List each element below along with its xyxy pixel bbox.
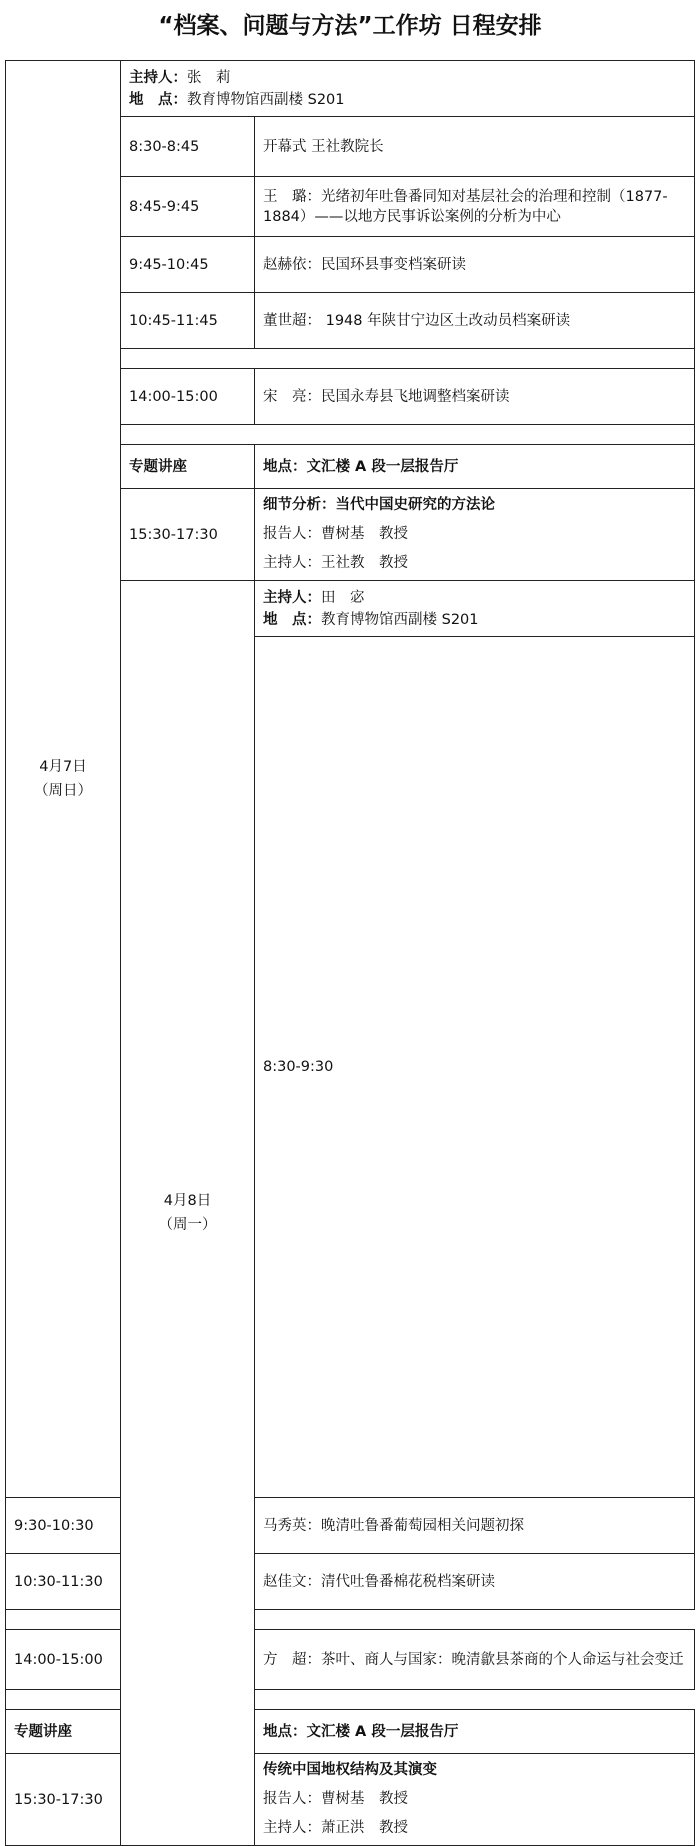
lecture-details	[255, 489, 695, 581]
lecture-details	[255, 1754, 695, 1846]
lecture-label: 专题讲座	[121, 445, 255, 489]
lecture-venue: 地点：文汇楼 A 段一层报告厅	[255, 1710, 695, 1754]
session-content: 马秀英：晚清吐鲁番葡萄园相关问题初探	[255, 1498, 695, 1554]
session-time: 10:30-11:30	[6, 1554, 121, 1610]
session-time: 8:45-9:45	[121, 177, 255, 237]
date-label: 4月7日	[39, 759, 87, 775]
table-row	[6, 1554, 695, 1610]
weekday-label: （周一）	[158, 1217, 217, 1233]
spacer-cell	[121, 425, 695, 445]
session-time: 8:30-9:30	[255, 637, 695, 1498]
weekday-label: （周日）	[34, 783, 92, 799]
session-content: 赵赫依：民国环县事变档案研读	[255, 237, 695, 293]
spacer-cell	[121, 349, 695, 369]
lecture-row	[6, 1754, 695, 1846]
host-name: 田 宓	[321, 590, 365, 606]
host-info	[255, 581, 695, 637]
lecture-moderator: 主持人：萧正洪 教授	[263, 1820, 408, 1836]
session-content: 赵佳文：清代吐鲁番棉花税档案研读	[255, 1554, 695, 1610]
place-label: 地 点：	[263, 612, 321, 628]
session-content: 宋 亮：民国永寿县飞地调整档案研读	[255, 369, 695, 425]
spacer-row	[6, 1610, 695, 1630]
session-time: 8:30-8:45	[121, 117, 255, 177]
lecture-label: 专题讲座	[6, 1710, 121, 1754]
session-content: 方 超：茶叶、商人与国家：晚清歙县茶商的个人命运与社会变迁	[255, 1630, 695, 1690]
schedule-table	[5, 60, 695, 1846]
session-content: 董世超： 1948 年陕甘宁边区土改动员档案研读	[255, 293, 695, 349]
lecture-venue: 地点：文汇楼 A 段一层报告厅	[255, 445, 695, 489]
table-row	[6, 1630, 695, 1690]
session-time: 14:00-15:00	[121, 369, 255, 425]
date-cell-day1	[6, 61, 121, 1498]
lecture-moderator: 主持人：王社教 教授	[263, 555, 408, 571]
lecture-time: 15:30-17:30	[6, 1754, 121, 1846]
lecture-time: 15:30-17:30	[121, 489, 255, 581]
session-content: 王 璐：光绪初年吐鲁番同知对基层社会的治理和控制（1877-1884）——以地方民事诉讼案例的分析为中心	[255, 177, 695, 237]
spacer-row	[6, 1690, 695, 1710]
place-name: 教育博物馆西副楼 S201	[187, 92, 345, 108]
lecture-header-row	[6, 1710, 695, 1754]
spacer-cell	[6, 1690, 255, 1710]
host-label: 主持人：	[129, 70, 187, 86]
date-cell-day2	[121, 581, 255, 1846]
table-row	[6, 61, 695, 117]
host-label: 主持人：	[263, 590, 321, 606]
page-title: “档案、问题与方法”工作坊 日程安排	[158, 13, 542, 39]
session-time: 9:30-10:30	[6, 1498, 121, 1554]
date-label: 4月8日	[163, 1193, 212, 1209]
session-time: 9:45-10:45	[121, 237, 255, 293]
host-info	[121, 61, 695, 117]
place-name: 教育博物馆西副楼 S201	[321, 612, 479, 628]
place-label: 地 点：	[129, 92, 187, 108]
lecture-topic: 传统中国地权结构及其演变	[263, 1762, 437, 1778]
session-time: 14:00-15:00	[6, 1630, 121, 1690]
host-name: 张 莉	[187, 70, 231, 86]
session-time: 10:45-11:45	[121, 293, 255, 349]
lecture-speaker: 报告人：曹树基 教授	[263, 526, 408, 542]
lecture-topic: 细节分析：当代中国史研究的方法论	[263, 497, 495, 513]
session-content: 开幕式 王社教院长	[255, 117, 695, 177]
table-row	[6, 1498, 695, 1554]
lecture-speaker: 报告人：曹树基 教授	[263, 1791, 408, 1807]
spacer-cell	[6, 1610, 255, 1630]
